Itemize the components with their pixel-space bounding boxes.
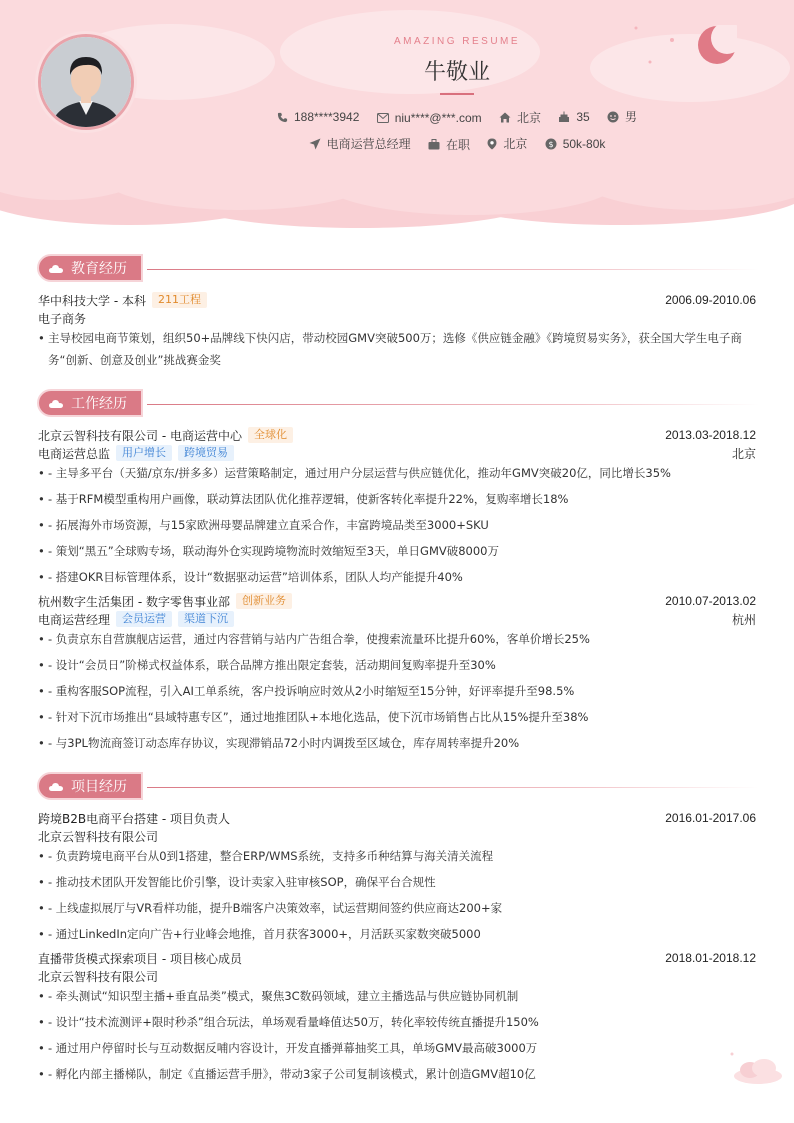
phone-info: [277, 110, 359, 124]
mail-icon: [377, 113, 389, 123]
section-projects: [37, 772, 757, 802]
list-item: • - 负责京东自营旗舰店运营，通过内容营销与站内广告组合拳，使搜索流量环比提升60%，客单价增长25%: [38, 626, 756, 652]
cloud-icon: [49, 264, 63, 273]
work-items: [38, 460, 756, 590]
project-name-role: 直播带货模式探索项目 - 项目核心成员: [38, 951, 242, 966]
skill-tag: 会员运营: [116, 611, 172, 627]
work-company: 北京云智科技有限公司 - 电商运营中心: [38, 428, 242, 443]
briefcase-icon: [428, 139, 440, 150]
work-items: [38, 626, 756, 756]
education-header: [38, 291, 756, 309]
gender-text: 男: [625, 110, 638, 124]
school-degree: 华中科技大学 - 本科: [38, 293, 146, 308]
job-intent-row: [0, 135, 794, 153]
project-name-role: 跨境B2B电商平台搭建 - 项目负责人: [38, 811, 231, 826]
project-items: [38, 843, 756, 947]
project-items: [38, 983, 756, 1087]
skill-tag: 跨境贸易: [178, 445, 234, 461]
list-item: • - 通过LinkedIn定向广告+行业峰会地推，首月获客3000+，月活跃买家数突破5000: [38, 921, 756, 947]
section-title-text: 工作经历: [71, 396, 127, 412]
work-period: 2013.03-2018.12: [665, 428, 756, 442]
target-city-info: [487, 135, 527, 152]
section-title-text: 项目经历: [71, 779, 127, 795]
project-period: 2018.01-2018.12: [665, 951, 756, 965]
list-item: • - 重构客服SOP流程，引入AI工单系统，客户投诉响应时效从2小时缩短至15分钟，好评率提升至98.5%: [38, 678, 756, 704]
work-location: 杭州: [731, 612, 756, 627]
location-pin-icon: [487, 138, 497, 150]
age-info: [558, 110, 589, 124]
candidate-name: 牛敬业: [423, 60, 490, 85]
smile-icon: [607, 111, 619, 123]
project-header: [38, 949, 756, 967]
list-item: • - 针对下沉市场推出“县域特惠专区”，通过地推团队+本地化选品，使下沉市场销售占比从15%提升至38%: [38, 704, 756, 730]
list-item: • - 基于RFM模型重构用户画像，联动算法团队优化推荐逻辑，使新客转化率提升22%，复购率增长18%: [38, 486, 756, 512]
list-item: • - 通过用户停留时长与互动数据反哺内容设计，开发直播弹幕抽奖工具，单场GMV最高破3000万: [38, 1035, 756, 1061]
list-item: • - 推动技术团队开发智能比价引擎，设计卖家入驻审核SOP，确保平台合规性: [38, 869, 756, 895]
section-pill: [37, 254, 143, 282]
city-text: 北京: [516, 110, 541, 125]
cloud-icon: [49, 782, 63, 791]
city-info: [499, 109, 541, 126]
project-period: 2016.01-2017.06: [665, 811, 756, 825]
section-divider: [147, 787, 759, 788]
list-item: • - 上线虚拟展厅与VR看样功能，提升B端客户决策效率，试运营期间签约供应商达200+家: [38, 895, 756, 921]
work-header: [38, 592, 756, 610]
resume-subtitle: AMAZING RESUME: [393, 36, 521, 47]
work-tag: 创新业务: [236, 593, 292, 609]
salary-text: 50k-80k: [562, 136, 606, 151]
cloud-icon: [49, 399, 63, 408]
section-work: [37, 389, 757, 419]
work-title: 电商运营总监: [38, 446, 111, 461]
work-period: 2010.07-2013.02: [665, 594, 756, 608]
list-item: • - 拓展海外市场资源，与15家欧洲母婴品牌建立直采合作，丰富跨境品类至3000+SKU: [38, 512, 756, 538]
email-info: [377, 111, 482, 125]
salary-info: [545, 137, 606, 151]
home-icon: [499, 112, 511, 123]
work-company: 杭州数字生活集团 - 数字零售事业部: [38, 594, 230, 609]
list-item: • - 设计“技术流测评+限时秒杀”组合玩法，单场观看量峰值达50万，转化率较传统直播提升150%: [38, 1009, 756, 1035]
list-item: • - 搭建OKR目标管理体系，设计“数据驱动运营”培训体系，团队人均产能提升40%: [38, 564, 756, 590]
skill-tag: 用户增长: [116, 445, 172, 461]
education-major: 电子商务: [38, 311, 87, 326]
svg-text:$: $: [548, 139, 554, 149]
education-detail: • 主导校园电商节策划，组织50+品牌线下快闪店，带动校园GMV突破500万；选修《供应链金融》《跨境贸易实务》，获全国大学生电子商务“创新、创意及创业”挑战赛金奖: [38, 327, 756, 371]
list-item: • - 负责跨境电商平台从0到1搭建，整合ERP/WMS系统，支持多币种结算与海关清关流程: [38, 843, 756, 869]
section-title-text: 教育经历: [71, 261, 127, 277]
status-text: 在职: [445, 137, 470, 152]
section-pill: [37, 772, 143, 800]
list-item: • - 策划“黑五”全球购专场，联动海外仓实现跨境物流时效缩短至3天，单日GMV破8000万: [38, 538, 756, 564]
work-tag: 全球化: [248, 427, 293, 443]
section-divider: [147, 404, 759, 405]
age-text: 35: [576, 109, 590, 124]
money-icon: [545, 138, 557, 150]
list-item: • - 孵化内部主播梯队，制定《直播运营手册》，带动3家子公司复制该模式，累计创造GMV超10亿: [38, 1061, 756, 1087]
phone-icon: [277, 112, 288, 123]
project-company: 北京云智科技有限公司: [38, 969, 159, 984]
cake-icon: [558, 111, 570, 123]
work-location: 北京: [731, 446, 756, 461]
education-major-row: [38, 309, 756, 327]
education-period: 2006.09-2010.06: [665, 293, 756, 307]
school-tag: 211工程: [152, 292, 207, 308]
status-info: [428, 136, 470, 153]
section-divider: [147, 269, 759, 270]
gender-info: [607, 108, 637, 125]
work-header: [38, 426, 756, 444]
section-pill: [37, 389, 143, 417]
contact-info-row: [0, 108, 794, 126]
target-city-text: 北京: [503, 137, 528, 151]
list-item: • - 与3PL物流商签订动态库存协议，实现滞销品72小时内调拨至区域仓，库存周转率提升20%: [38, 730, 756, 756]
project-company: 北京云智科技有限公司: [38, 829, 159, 844]
phone-text: 188****3942: [293, 110, 360, 124]
target-position-info: [309, 135, 411, 152]
cloud-decoration-icon: [726, 1052, 786, 1086]
skill-tag: 渠道下沉: [178, 611, 234, 627]
send-icon: [309, 138, 321, 150]
email-text: niu****@***.com: [394, 110, 482, 125]
work-title: 电商运营经理: [38, 612, 111, 627]
list-item: • - 设计“会员日”阶梯式权益体系，联合品牌方推出限定套装，活动期间复购率提升至30%: [38, 652, 756, 678]
list-item: • - 主导多平台（天猫/京东/拼多多）运营策略制定，通过用户分层运营与供应链优化，推动年GMV突破20亿，同比增长35%: [38, 460, 756, 486]
project-header: [38, 809, 756, 827]
target-position-text: 电商运营总经理: [326, 137, 411, 151]
name-underline: [440, 93, 474, 95]
list-item: • - 牵头测试“知识型主播+垂直品类”模式，聚焦3C数码领域，建立主播选品与供应链协同机制: [38, 983, 756, 1009]
section-education: [37, 254, 757, 284]
